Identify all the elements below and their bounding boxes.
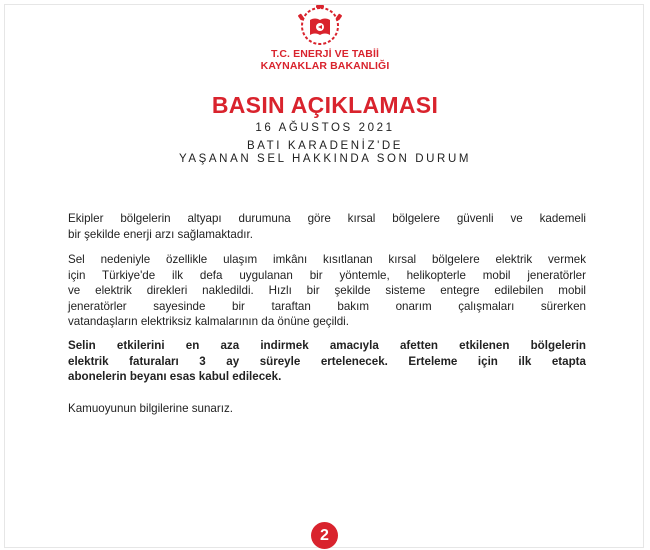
paragraph-bill-postponement — [68, 338, 586, 385]
release-date: 16 AĞUSTOS 2021 — [255, 122, 395, 134]
ministry-emblem-icon — [293, 5, 347, 47]
paragraph-line: elektrik faturaları 3 ay süreyle ertelenecek. Erteleme için ilk etapta — [68, 354, 586, 368]
paragraph-closing — [68, 401, 586, 417]
subtitle-line1: BATI KARADENİZ'DE — [246, 140, 404, 152]
paragraph-line: vatandaşların elektriksiz kalmalarının da önüne geçildi. — [68, 315, 349, 329]
ministry-name-line2: KAYNAKLAR BAKANLIĞI — [260, 60, 390, 72]
paragraph-line: Selin etkilerini en aza indirmek amacıyla afetten etkilenen bölgelerin — [68, 339, 586, 352]
page-title: BASIN AÇIKLAMASI — [211, 92, 439, 118]
paragraph-line: abonelerin beyanı esas kabul edilecek. — [68, 370, 282, 384]
paragraph-line: Kamuoyunun bilgilerine sunarız. — [68, 402, 233, 415]
paragraph-line: Ekipler bölgelerin altyapı durumuna göre kırsal bölgelere güvenli ve kademeli — [68, 212, 586, 225]
paragraph-helicopter-generators — [68, 252, 586, 330]
paragraph-line: bir şekilde enerji arzı sağlamaktadır. — [68, 227, 253, 241]
page-number-badge: 2 — [311, 522, 338, 549]
ministry-name-line1: T.C. ENERJİ VE TABİİ — [271, 48, 379, 60]
paragraph-line: için Türkiye'de ilk defa uygulanan bir yöntemle, helikopterle mobil jeneratörler — [68, 268, 586, 282]
paragraph-energy-supply — [68, 211, 586, 242]
subtitle-line2: YAŞANAN SEL HAKKINDA SON DURUM — [178, 153, 472, 165]
paragraph-line: Sel nedeniyle özellikle ulaşım imkânı kısıtlanan kırsal bölgelere elektrik vermek — [68, 253, 586, 266]
paragraph-line: ve elektrik direkleri nakledildi. Hızlı bir şekilde sisteme entegre edilebilen mobil — [68, 284, 586, 298]
paragraph-line: jeneratörler sayesinde bir taraftan bakım onarım çalışmaları sürerken — [68, 299, 586, 313]
